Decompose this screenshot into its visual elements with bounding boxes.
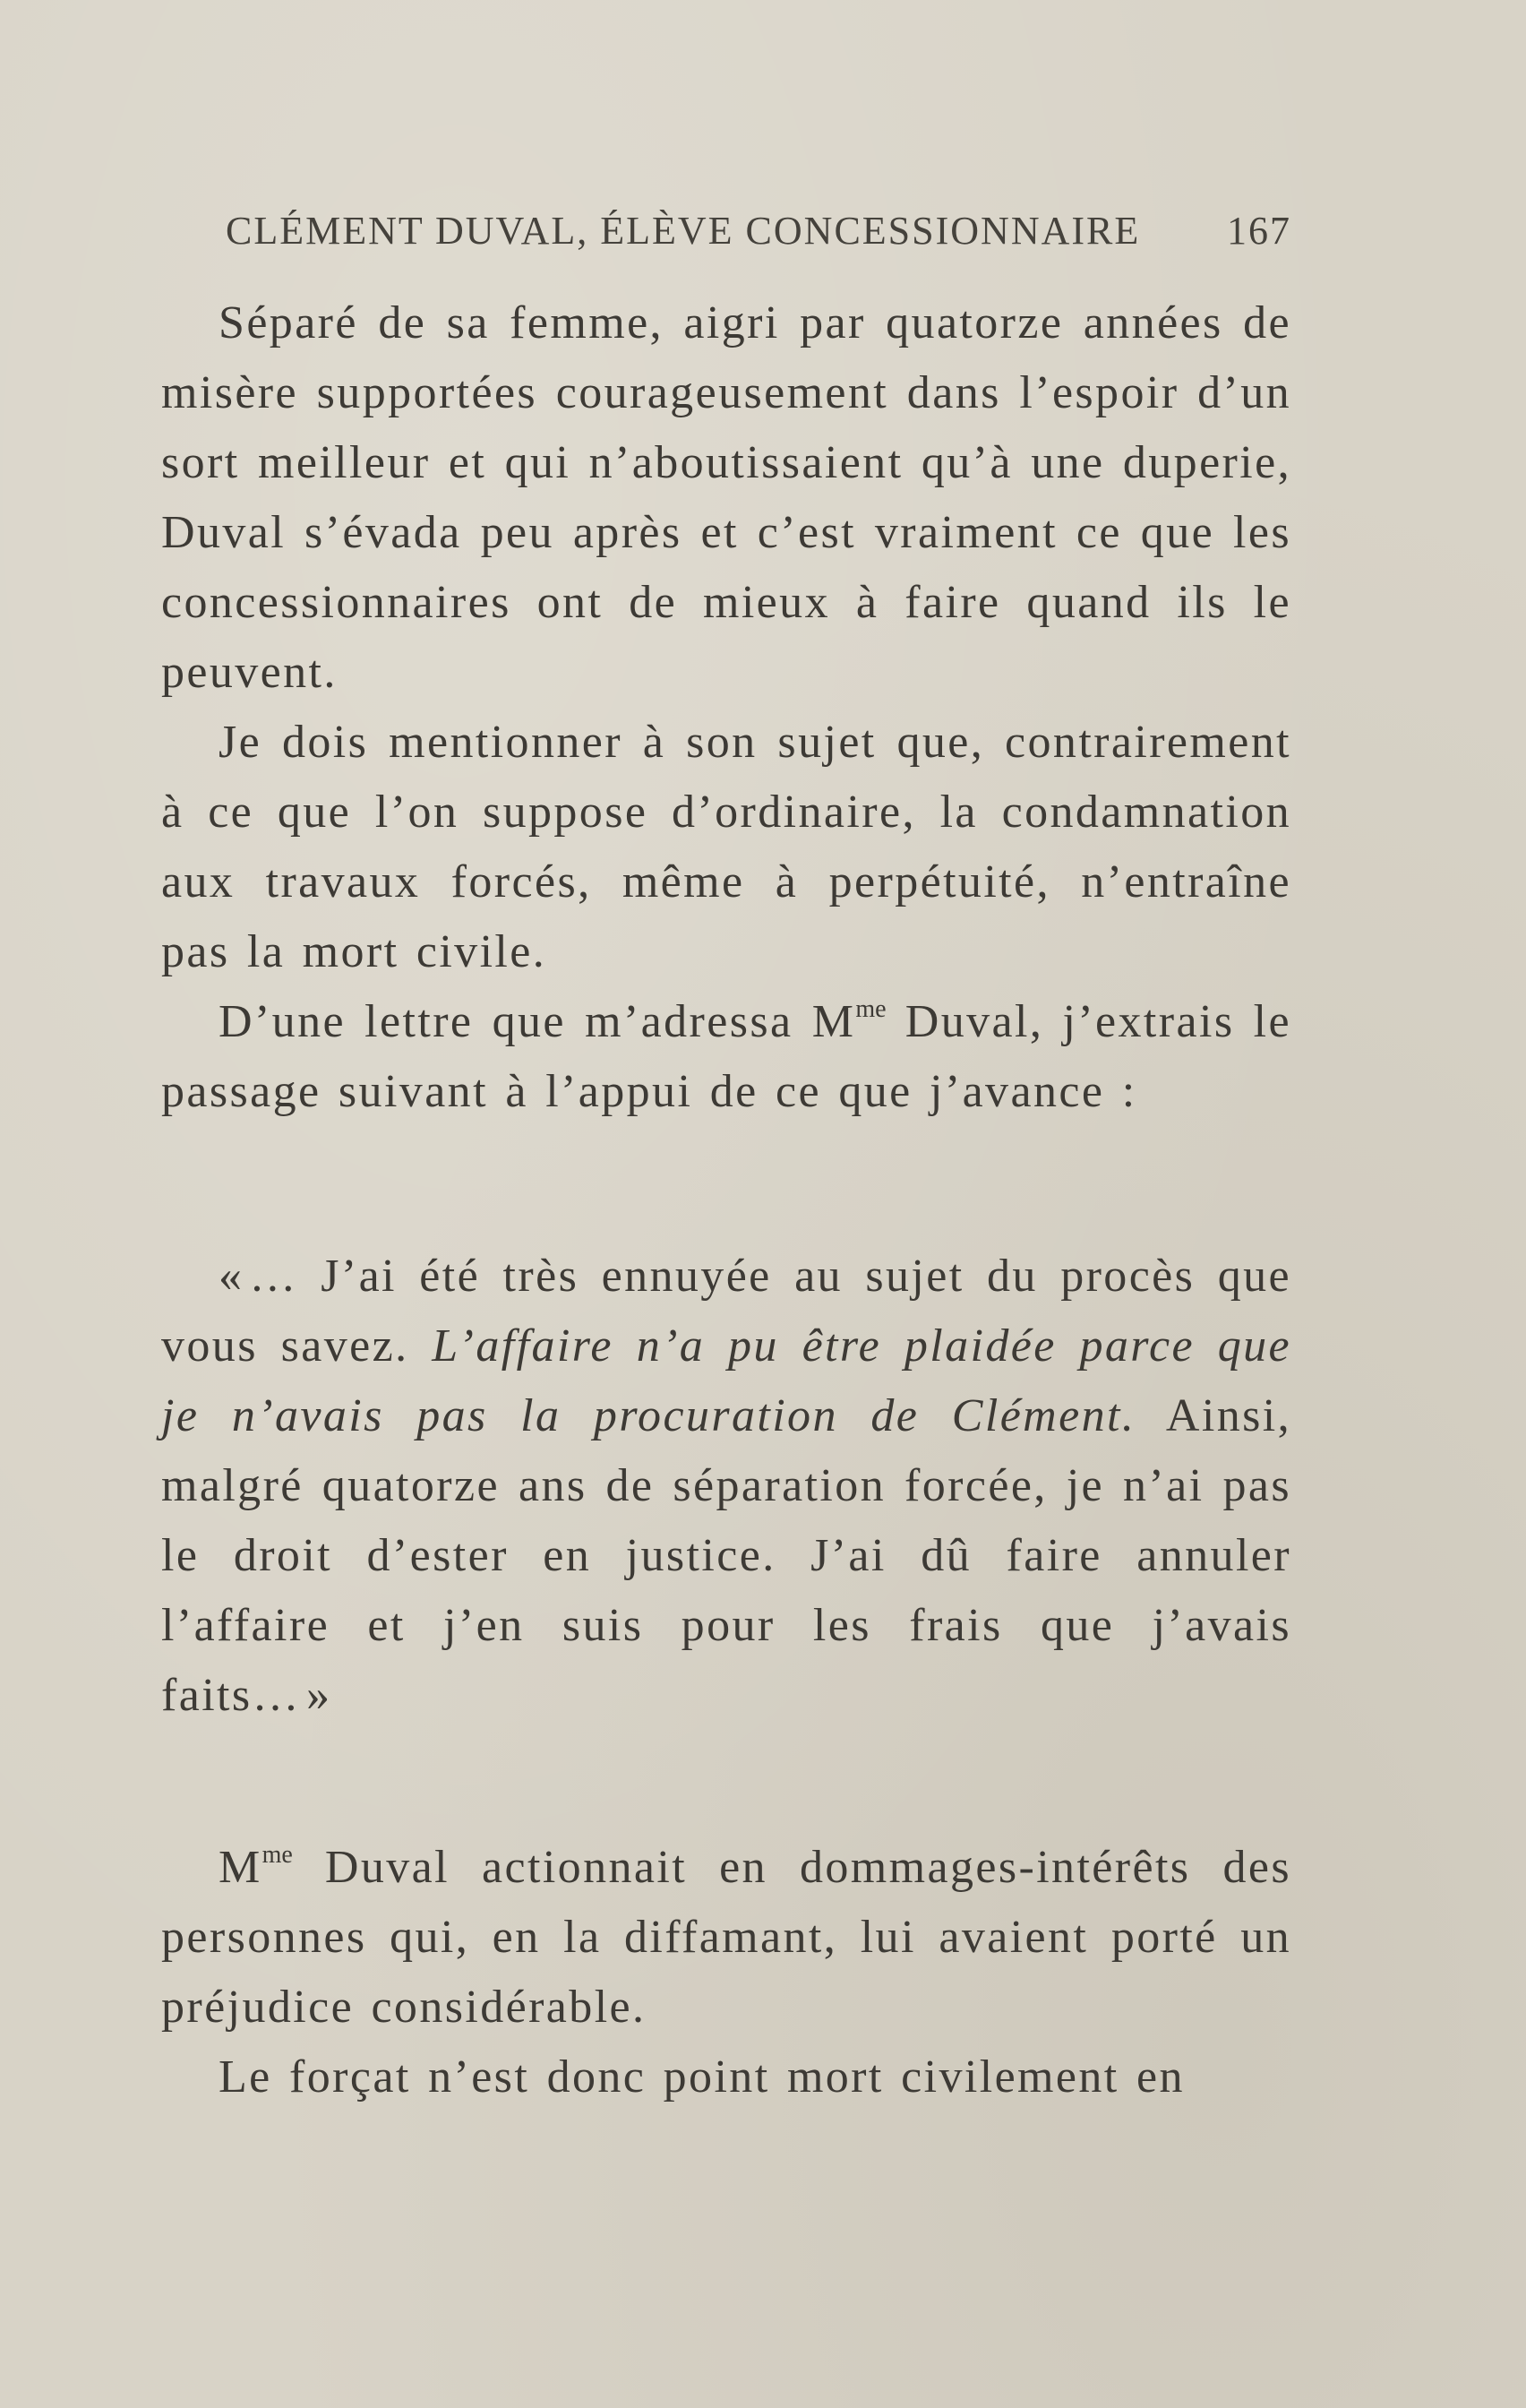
- text-block-closing: [161, 1833, 1291, 2112]
- open-quote-mark: «: [219, 1251, 244, 1302]
- quote-paragraph: [161, 1242, 1291, 1731]
- paragraph-conclusion: Le forçat n’est donc point mort civilement en: [219, 2051, 1185, 2103]
- text-block-intro: [161, 288, 1291, 1127]
- quote-text-start: … J’ai été très ennuyée au sujet du procès que vous savez.: [161, 1251, 1291, 1372]
- damages-end: Duval actionnait en dommages-intérêts des personnes qui, en la diffamant, lui avaient porté un préjudice considérable.: [161, 1842, 1291, 2033]
- page-number: 167: [1227, 209, 1291, 253]
- damages-start: M: [219, 1842, 262, 1893]
- running-head: [226, 208, 1291, 262]
- quoted-letter: [161, 1242, 1291, 1731]
- title-abbreviation: me: [261, 1841, 293, 1869]
- letter-intro-start: D’une lettre que m’adressa M: [219, 996, 856, 1047]
- paragraph-separation: Séparé de sa femme, aigri par quatorze années de misère supportées courageusement dans l’espoir d’un sort meilleur et qui n’aboutissaient qu’à une duperie, Duval s’évada peu après et c’est vraiment ce que les concessionnaires ont de mieux à faire quand ils le peuvent.: [161, 297, 1291, 698]
- quote-text-end: Ainsi, malgré quatorze ans de séparation forcée, je n’ai pas le droit d’ester en justice. J’ai dû faire annuler l’affaire et j’en suis pour les frais que j’avais faits…: [161, 1390, 1291, 1721]
- paragraph-letter-intro: [161, 987, 1291, 1127]
- paragraph-damages: [161, 1833, 1291, 2042]
- paragraph-civil-death: Je dois mentionner à son sujet que, contrairement à ce que l’on suppose d’ordinaire, la condamnation aux travaux forcés, même à perpétuité, n’entraîne pas la mort civile.: [161, 717, 1291, 977]
- letter-intro-end: Duval, j’extrais le passage suivant à l’appui de ce que j’avance :: [161, 996, 1292, 1117]
- close-quote-mark: »: [305, 1670, 332, 1721]
- quote-italic-passage: L’affaire n’a pu être plaidée parce que je n’avais pas la procuration de Clément.: [161, 1320, 1292, 1441]
- running-title: CLÉMENT DUVAL, ÉLÈVE CONCESSIONNAIRE: [226, 209, 1141, 253]
- title-abbreviation: me: [855, 995, 887, 1023]
